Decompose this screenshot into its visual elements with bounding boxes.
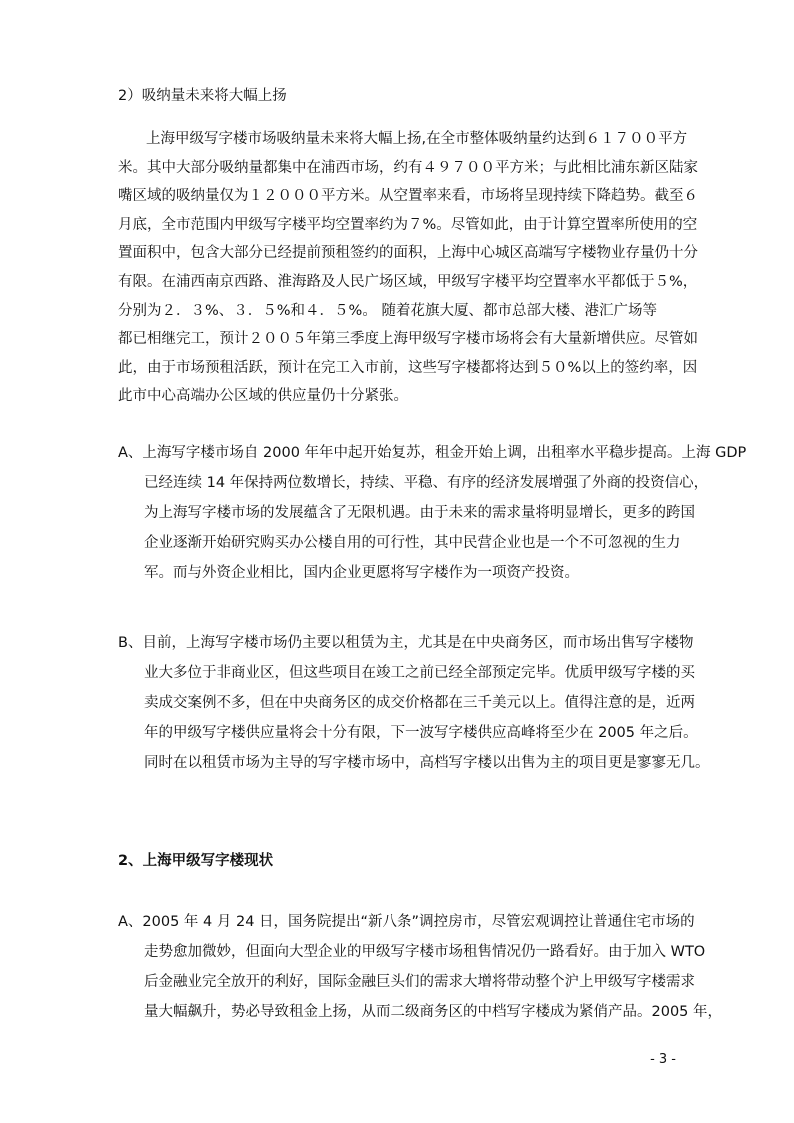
paragraph-line: 此，由于市场预租活跃，预计在完工入市前，这些写字楼都将达到５０%以上的签约率，因 — [118, 359, 698, 376]
list-item-line: 卖成交案例不多，但在中央商务区的成交价格都在三千美元以上。值得注意的是，近两 — [144, 695, 695, 711]
list-item-line: 为上海写字楼市场的发展蕴含了无限机遇。由于未来的需求量将明显增长，更多的跨国 — [144, 505, 695, 521]
paragraph-line: 米。其中大部分吸纳量都集中在浦西市场，约有４９７００平方米；与此相比浦东新区陆家 — [118, 159, 698, 176]
paragraph-line: 都已相继完工，预计２００５年第三季度上海甲级写字楼市场将会有大量新增供应。尽管如 — [118, 331, 698, 348]
list-item-line: 后金融业完全放开的利好，国际金融巨头们的需求大增将带动整个沪上甲级写字楼需求 — [144, 974, 695, 990]
list-item-line: A、上海写字楼市场自 2000 年年中起开始复苏，租金开始上调，出租率水平稳步提高。上海 GDP — [118, 445, 747, 461]
paragraph-line: 上海甲级写字楼市场吸纳量未来将大幅上扬,在全市整体吸纳量约达到６１７００平方 — [146, 131, 688, 147]
paragraph-line: 此市中心高端办公区域的供应量仍十分紧张。 — [118, 388, 408, 405]
section-heading-status: 2、上海甲级写字楼现状 — [118, 853, 274, 869]
list-item-line: 业大多位于非商业区，但这些项目在竣工之前已经全部预定完毕。优质甲级写字楼的买 — [144, 665, 695, 681]
absorption-paragraph — [118, 125, 698, 411]
paragraph-line: 分别为２．３%、３．５%和４．５%。 随着花旗大厦、都市总部大楼、港汇广场等 — [118, 302, 657, 319]
paragraph-line: 有限。在浦西南京西路、淮海路及人民广场区域，甲级写字楼平均空置率水平都低于５%， — [118, 273, 698, 290]
paragraph-line: 嘴区域的吸纳量仅为１２０００平方米。从空置率来看，市场将呈现持续下降趋势。截至６ — [118, 188, 698, 205]
paragraph-line: 置面积中，包含大部分已经提前预租签约的面积，上海中心城区高端写字楼物业存量仍十分 — [118, 245, 698, 262]
list-item-line: 走势愈加微妙，但面向大型企业的甲级写字楼市场租售情况仍一路看好。由于加入 WTO — [144, 944, 706, 960]
list-item-line: 量大幅飙升，势必导致租金上扬，从而二级商务区的中档写字楼成为紧俏产品。2005 年， — [144, 1004, 723, 1020]
list-item-line: A、2005 年 4 月 24 日，国务院提出“新八条”调控房市，尽管宏观调控让普通住宅市场的 — [118, 914, 695, 930]
section-heading-absorption: 2）吸纳量未来将大幅上扬 — [118, 88, 287, 104]
list-item-line: 军。而与外资企业相比，国内企业更愿将写字楼作为一项资产投资。 — [144, 565, 579, 581]
list-item-line: 已经连续 14 年保持两位数增长，持续、平稳、有序的经济发展增强了外商的投资信心， — [144, 475, 709, 491]
page-number: - 3 - — [650, 1052, 676, 1067]
list-item-b — [118, 628, 710, 778]
status-item-a — [118, 907, 723, 1027]
list-item-a — [118, 438, 747, 588]
list-item-line: B、目前，上海写字楼市场仍主要以租赁为主，尤其是在中央商务区，而市场出售写字楼物 — [118, 635, 694, 651]
list-item-line: 同时在以租赁市场为主导的写字楼市场中，高档写字楼以出售为主的项目更是寥寥无几。 — [144, 755, 710, 771]
list-item-line: 年的甲级写字楼供应量将会十分有限，下一波写字楼供应高峰将至少在 2005 年之后。 — [144, 725, 698, 741]
paragraph-line: 月底，全市范围内甲级写字楼平均空置率约为７%。尽管如此，由于计算空置率所使用的空 — [118, 216, 698, 233]
list-item-line: 企业逐渐开始研究购买办公楼自用的可行性，其中民营企业也是一个不可忽视的生力 — [144, 535, 681, 551]
